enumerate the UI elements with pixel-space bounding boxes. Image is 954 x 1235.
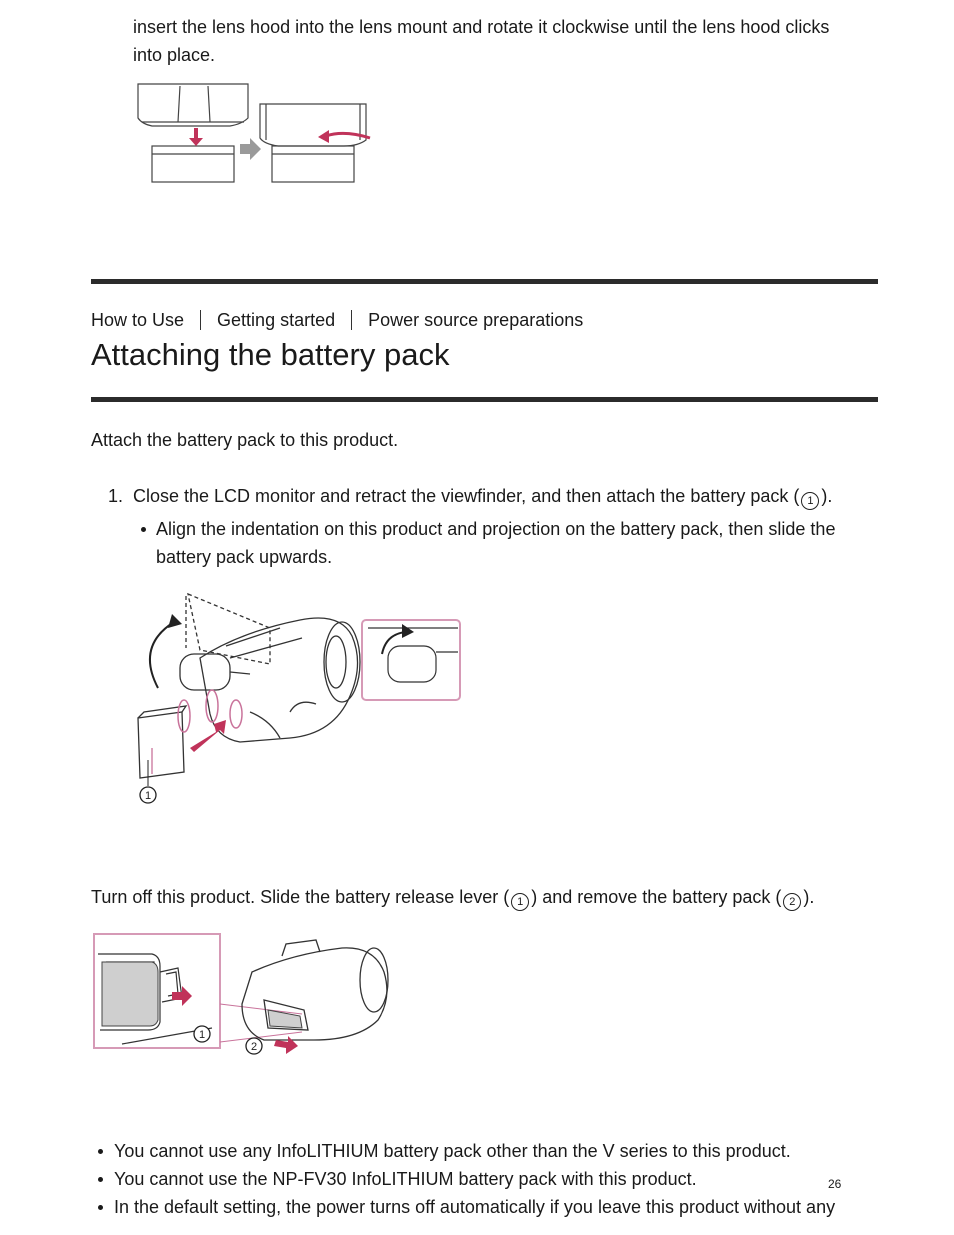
page-number: 26 (828, 1177, 842, 1191)
remove-battery-illustration (92, 932, 396, 1062)
section-top-rule (91, 279, 878, 284)
breadcrumb-power-source[interactable]: Power source preparations (368, 310, 584, 330)
attach-battery-illustration (130, 588, 466, 808)
removal-part-2: ) and remove the battery pack ( (531, 887, 782, 907)
note-item: You cannot use any InfoLITHIUM battery pack other than the V series to this product. (114, 1141, 791, 1161)
removal-part-1: Turn off this product. Slide the battery release lever ( (91, 887, 510, 907)
breadcrumb-separator (200, 310, 201, 330)
step-1-sub-line-1: Align the indentation on this product and projection on the battery pack, then slide the (156, 519, 836, 539)
bullet-icon (141, 527, 146, 532)
note-item: You cannot use the NP-FV30 InfoLITHIUM battery pack with this product. (114, 1169, 697, 1189)
removal-text (91, 883, 814, 911)
breadcrumb-separator (351, 310, 352, 330)
removal-part-3: ). (803, 887, 815, 907)
step-1-sub-line-2: battery pack upwards. (156, 547, 333, 567)
intro-text: Attach the battery pack to this product. (91, 430, 399, 450)
marker-circled-2: 2 (783, 893, 801, 911)
breadcrumb (91, 306, 583, 334)
remove-callout-1: 1 (198, 1029, 206, 1041)
page-title: Attaching the battery pack (91, 337, 450, 372)
breadcrumb-how-to-use[interactable]: How to Use (91, 310, 185, 330)
step-number: 1. (108, 486, 124, 506)
hood-step-line-2: into place. (133, 45, 216, 65)
bullet-icon (98, 1149, 103, 1154)
bullet-icon (98, 1205, 103, 1210)
attach-callout-1: 1 (144, 790, 152, 802)
bullet-icon (98, 1177, 103, 1182)
note-item: In the default setting, the power turns off automatically if you leave this product without any (114, 1197, 836, 1217)
marker-circled-1: 1 (801, 492, 819, 510)
breadcrumb-getting-started[interactable]: Getting started (217, 310, 336, 330)
step-1-text (133, 482, 832, 510)
title-bottom-rule (91, 397, 878, 402)
remove-callout-2: 2 (250, 1041, 258, 1053)
step-1-text-after: ). (821, 486, 833, 506)
marker-circled-1: 1 (511, 893, 529, 911)
lens-hood-illustration (130, 78, 380, 184)
hood-step-line-1: insert the lens hood into the lens mount and rotate it clockwise until the lens hood clicks (133, 17, 830, 37)
step-1-text-before: Close the LCD monitor and retract the viewfinder, and then attach the battery pack ( (133, 486, 800, 506)
